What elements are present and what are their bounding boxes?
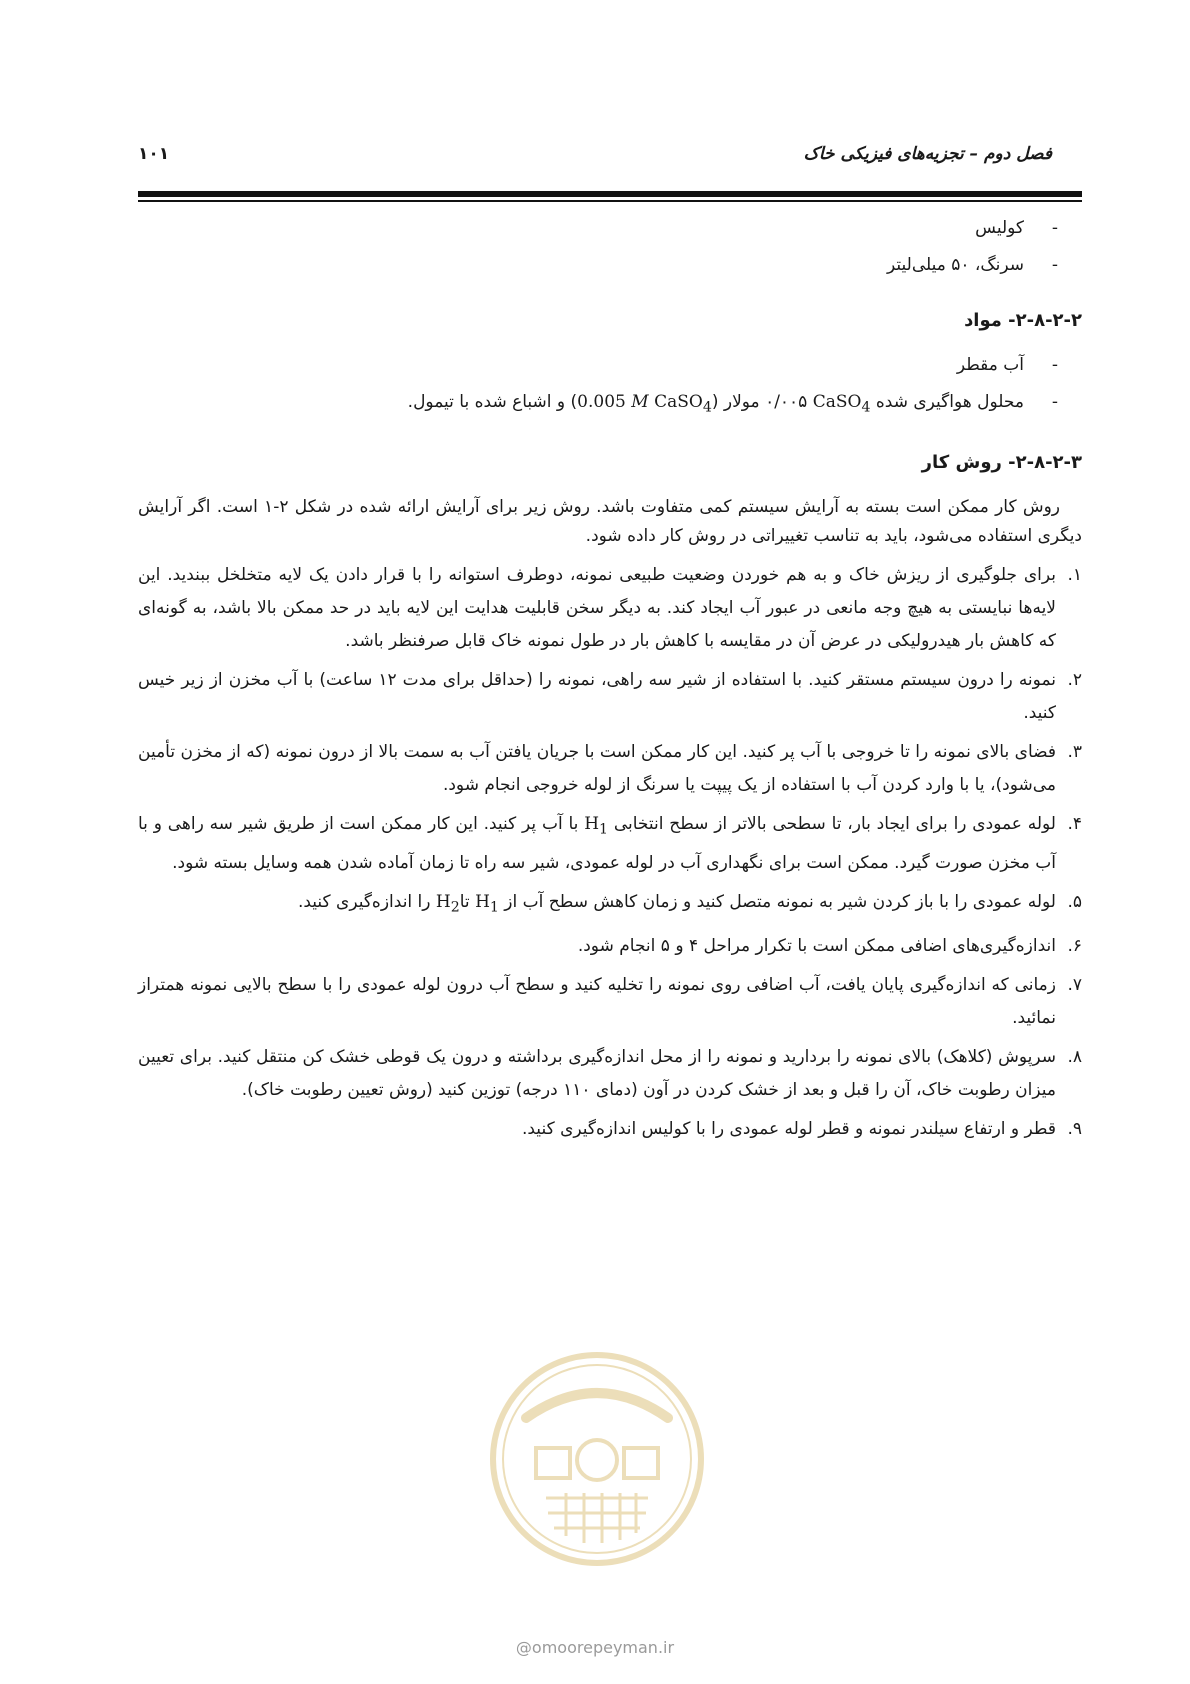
chemical-formula-molar: 0.005 M CaSO$_4$ <box>577 392 712 416</box>
procedure-step: ۷. زمانی که اندازه‌گیری پایان یافت، آب اضافی روی نمونه را تخلیه کنید و سطح آب درون لوله عمودی را با سطح بالایی نمونه همتراز نمائید. <box>138 975 1082 1029</box>
chemical-formula: CaSO$_4$ <box>812 392 871 416</box>
procedure-step: ۹. قطر و ارتفاع سیلندر نمونه و قطر لوله عمودی را با کولیس اندازه‌گیری کنید. <box>521 1119 1082 1140</box>
page-body <box>138 214 1082 1152</box>
list-item: - کولیس <box>975 218 1058 238</box>
symbol-h2: $H_2$ <box>435 891 460 916</box>
watermark-logo-icon <box>486 1348 708 1570</box>
procedure-step: ۵. لوله عمودی را با باز کردن شیر به نمونه متصل کنید و زمان کاهش سطح آب از $H_1$ تاH$_2$ را اندازه‌گیری کنید. <box>297 891 1082 916</box>
running-header <box>138 144 1052 174</box>
procedure-step: ۴. لوله عمودی را برای ایجاد بار، تا سطحی بالاتر از سطح انتخابی $H_1$ با آب پر کنید. این کار ممکن است از طریق شیر سه راهی و با آب مخزن صورت گیرد. ممکن است برای نگهداری آب در لوله عمودی، شیر سه راه تا زمان آماده شدن همه وسایل بسته شود. <box>138 814 1082 873</box>
procedure-steps <box>138 559 1082 1146</box>
chapter-title: فصل دوم – تجزیه‌های فیزیکی خاک <box>803 144 1052 164</box>
list-item: - سرنگ، ۵۰ میلی‌لیتر <box>887 255 1058 275</box>
page-number: ۱۰۱ <box>138 144 170 164</box>
procedure-step: ۸. سرپوش (کلاهک) بالای نمونه را بردارید و نمونه را از محل اندازه‌گیری برداشته و درون یک قوطی خشک کن منتقل کنید. برای تعیین میزان رطوبت خاک، آن را قبل و بعد از خشک کردن در آون (دمای ۱۱۰ درجه) توزین کنید (روش تعیین رطوبت خاک). <box>138 1047 1082 1101</box>
procedure-step: ۲. نمونه را درون سیستم مستقر کنید. با استفاده از شیر سه راهی، نمونه را (حداقل برای مدت ۱۲ ساعت) با آب مخزن از زیر خیس کنید. <box>138 670 1082 724</box>
section-heading-procedure: ۲-۸-۲-۳- روش کار <box>921 452 1082 474</box>
section-heading-materials: ۲-۸-۲-۲- مواد <box>964 310 1082 331</box>
symbol-h1: $H_1$ <box>584 814 609 838</box>
header-rule-thick <box>138 191 1082 197</box>
procedure-step: ۶. اندازه‌گیری‌های اضافی ممکن است با تکرار مراحل ۴ و ۵ انجام شود. <box>577 936 1082 957</box>
list-item: - آب مقطر <box>956 355 1058 375</box>
materials-list <box>138 351 1082 422</box>
header-rule-thin <box>138 200 1082 202</box>
procedure-step: ۳. فضای بالای نمونه را تا خروجی با آب پر کنید. این کار ممکن است با جریان یافتن آب به سمت بالا از درون نمونه (که از مخزن تأمین می‌شود)، یا با وارد کردن آب با استفاده از یک پیپت یا سرنگ از لوله خروجی انجام شود. <box>138 742 1082 796</box>
list-item: - محلول هواگیری شده CaSO$_4$ ۰/۰۰۵ مولار (0.005 M CaSO$_4$) و اشباع شده با تیمول. <box>407 392 1058 416</box>
procedure-step: ۱. برای جلوگیری از ریزش خاک و به هم خوردن وضعیت طبیعی نمونه، دوطرف استوانه را با قرار دادن یک لایه متخلخل ببندید. این لایه‌ها نبایستی به هیچ وجه مانعی در عبور آب ایجاد کند. به دیگر سخن قابلیت هدایت این لایه باید در حد ممکن بالا باشد، به گونه‌ای که کاهش بار هیدرولیکی در عرض آن در مقایسه با کاهش بار در طول نمونه خاک قابل صرفنظر باشد. <box>138 565 1082 652</box>
watermark-site: @omoorepeyman.ir <box>515 1638 675 1657</box>
equipment-list <box>138 214 1082 280</box>
symbol-h1: $H_1$ <box>475 891 499 916</box>
procedure-intro: روش کار ممکن است بسته به آرایش سیستم کمی متفاوت باشد. روش زیر برای آرایش ارائه شده در شکل ۲-۱ است. اگر آرایش دیگری استفاده می‌شود، باید به تناسب تغییراتی در روش کار داده شود. <box>138 497 1082 547</box>
